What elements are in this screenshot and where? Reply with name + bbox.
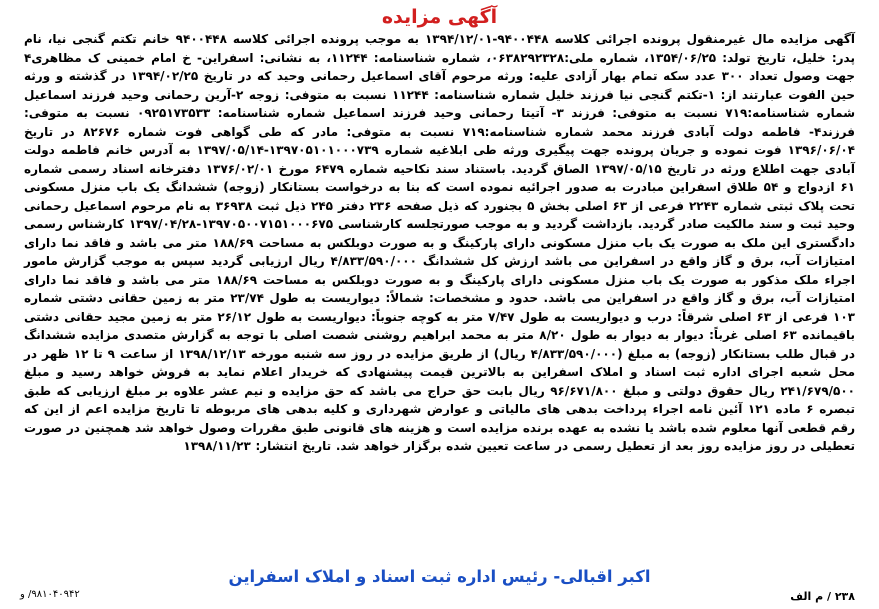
publish-date: ۱۳۹۸/۱۱/۲۳ (183, 439, 251, 453)
notice-code: ۲۳۸ / م الف (790, 590, 855, 603)
reference-code: ۹۸۱۰۴۰۹۴۲/ و (20, 589, 80, 600)
signature-line: اکبر اقبالی- رئیس اداره ثبت اسناد و املاک اسفراین (228, 567, 651, 586)
notice-body (22, 30, 857, 552)
notice-title: آگهی مزایده (381, 6, 498, 28)
notice-body-text: آگهی مزایده مال غیرمنقول پرونده اجرائی کلاسه ۹۴۰۰۴۴۸-۱۳۹۴/۱۲/۰۱ به موجب پرونده اجرائی کلاسه ۹۴۰۰۴۴۸ خانم تکتم گنجی نیا، نام پدر: خلیل، تاریخ تولد: ۱۳۵۴/۰۶/۲۵، شماره ملی:۰۶۳۸۲۹۲۳۲۸، شماره شناسنامه: ۱۱۲۴۴، به نشانی: اسفراین- خ امام خمینی ک مظاهری۴ جهت وصول تعداد ۳۰۰ عدد سکه تمام بهار آزادی علیه: ورثه مرحوم آقای اسماعیل رحمانی وحید که در تاریخ ۱۳۹۴/۰۲/۲۵ در گذشته و ورثه حین الفوت عبارتند از: ۱-تکتم گنجی نیا فرزند خلیل شماره شناسنامه: ۱۱۲۴۴ نسبت به متوفی: زوجه ۲-آرین رحمانی وحید فرزند اسماعیل شماره شناسنامه:۷۱۹ نسبت به متوفی: فرزند ۳- آتیتا رحمانی وحید فرزند اسماعیل شماره شناسنامه: ۰۹۲۵۱۷۳۵۳۳ نسبت به متوفی: فرزند۴- فاطمه دولت آبادی فرزند محمد شماره شناسنامه:۷۱۹ نسبت به متوفی: مادر که طی گواهی فوت شماره ۸۲۶۷۶ در تاریخ ۱۳۹۶/۰۶/۰۴ فوت نموده و جریان پرونده جهت پیگیری ورثه طی ابلاغیه شماره ۱۳۹۷۰۵۱۰۱۰۰۰۷۳۹-۱۳۹۷/۰۵/۱۴ به آدرس خانم فاطمه دولت آبادی جهت اطلاع ورثه در تاریخ ۱۳۹۷/۰۵/۱۵ الصاق گردید. باستناد سند نکاحیه شماره ۶۴۷۹ مورخ ۱۳۷۶/۰۲/۰۱ دفترخانه اسناد رسمی شماره ۶۱ ازدواج و ۵۴ طلاق اسفراین مبادرت به صدور اجرائیه نموده است که بنا به درخواست بستانکار (زوجه) ششدانگ یک باب منزل مسکونی تحت پلاک ثبتی شماره ۲۲۴۳ فرعی از ۶۳ اصلی بخش ۵ بجنورد که ذیل صفحه ۲۳۶ دفتر ۲۴۵ ذیل ثبت ۳۶۹۳۸ به نام مرحوم اسماعیل رحمانی وحید ثبت و سند مالکیت صادر گردید. بازداشت گردید و به موجب صورتجلسه کارشناسی ۱۳۹۷۰۵۰۰۷۱۵۱۰۰۰۶۷۵-۱۳۹۷/۰۴/۲۸ کارشناس رسمی دادگستری این ملک به صورت یک باب منزل مسکونی دارای پارکینگ و به صورت دوبلکس به مساحت ۱۸۸/۶۹ متر می باشد و فاقد نما دارای امتیازات آب، برق و گاز واقع در اسفراین می باشد ارزش کل ششدانگ ۴/۸۳۳/۵۹۰/۰۰۰ ریال ارزیابی گردید سپس به موجب گزارش مامور اجراء ملک مذکور به صورت یک باب منزل مسکونی دارای پارکینگ و به صورت دوبلکس به مساحت ۱۸۸/۶۹ متر می باشد و فاقد نما دارای امتیازات آب، برق و گاز واقع در اسفراین می باشد. حدود و مشخصات: شمالاً: دیواریست به طول ۲۳/۷۴ متر به زمین حقانی دشتی شماره ۱۰۳ فرعی از ۶۳ اصلی شرقاً: درب و دیواریست به طول ۷/۴۷ متر به کوچه جنوباً: دیواریست به طول ۲۶/۱۲ متر به زمین مجید حقانی دشتی باقیمانده ۶۳ اصلی غرباً: دیوار به دیوار به طول ۸/۲۰ متر به محمد ابراهیم روشنی شصت اصلی با توجه به گزارش متصدی مزایده ششدانگ در قبال طلب بستانکار (زوجه) به مبلغ (۴/۸۳۳/۵۹۰/۰۰۰ ریال) از طریق مزایده در روز سه شنبه مورخه ۱۳۹۸/۱۲/۱۳ از ساعت ۹ تا ۱۲ ظهر در محل شعبه اجرای اداره ثبت اسناد و املاک اسفراین به بالاترین قیمت پیشنهادی که خریدار اعلام نماید به فروش خواهد رسید و مبلغ ۲۴۱/۶۷۹/۵۰۰ ریال حقوق دولتی و مبلغ ۹۶/۶۷۱/۸۰۰ ریال بابت حق حراج می باشد که حق مزایده و نیم عشر علاوه بر مبلغ ارزیابی که طبق تبصره ۶ ماده ۱۲۱ آئین نامه اجراء پرداخت بدهی های مالیاتی و عوارض شهرداری و کلیه بدهی های مربوطه تا تاریخ مزایده اعم از این که رقم قطعی آنها معلوم شده باشد یا نشده به عهده برنده مزایده است و هزینه های قانونی طبق مقررات وصول خواهد شد همچنین در صورت تعطیلی در روز مزایده روز بعد از تعطیل رسمی در ساعت تعیین شده برگزار خواهد شد. (24, 32, 856, 453)
publish-date-label: تاریخ انتشار: (255, 439, 332, 453)
